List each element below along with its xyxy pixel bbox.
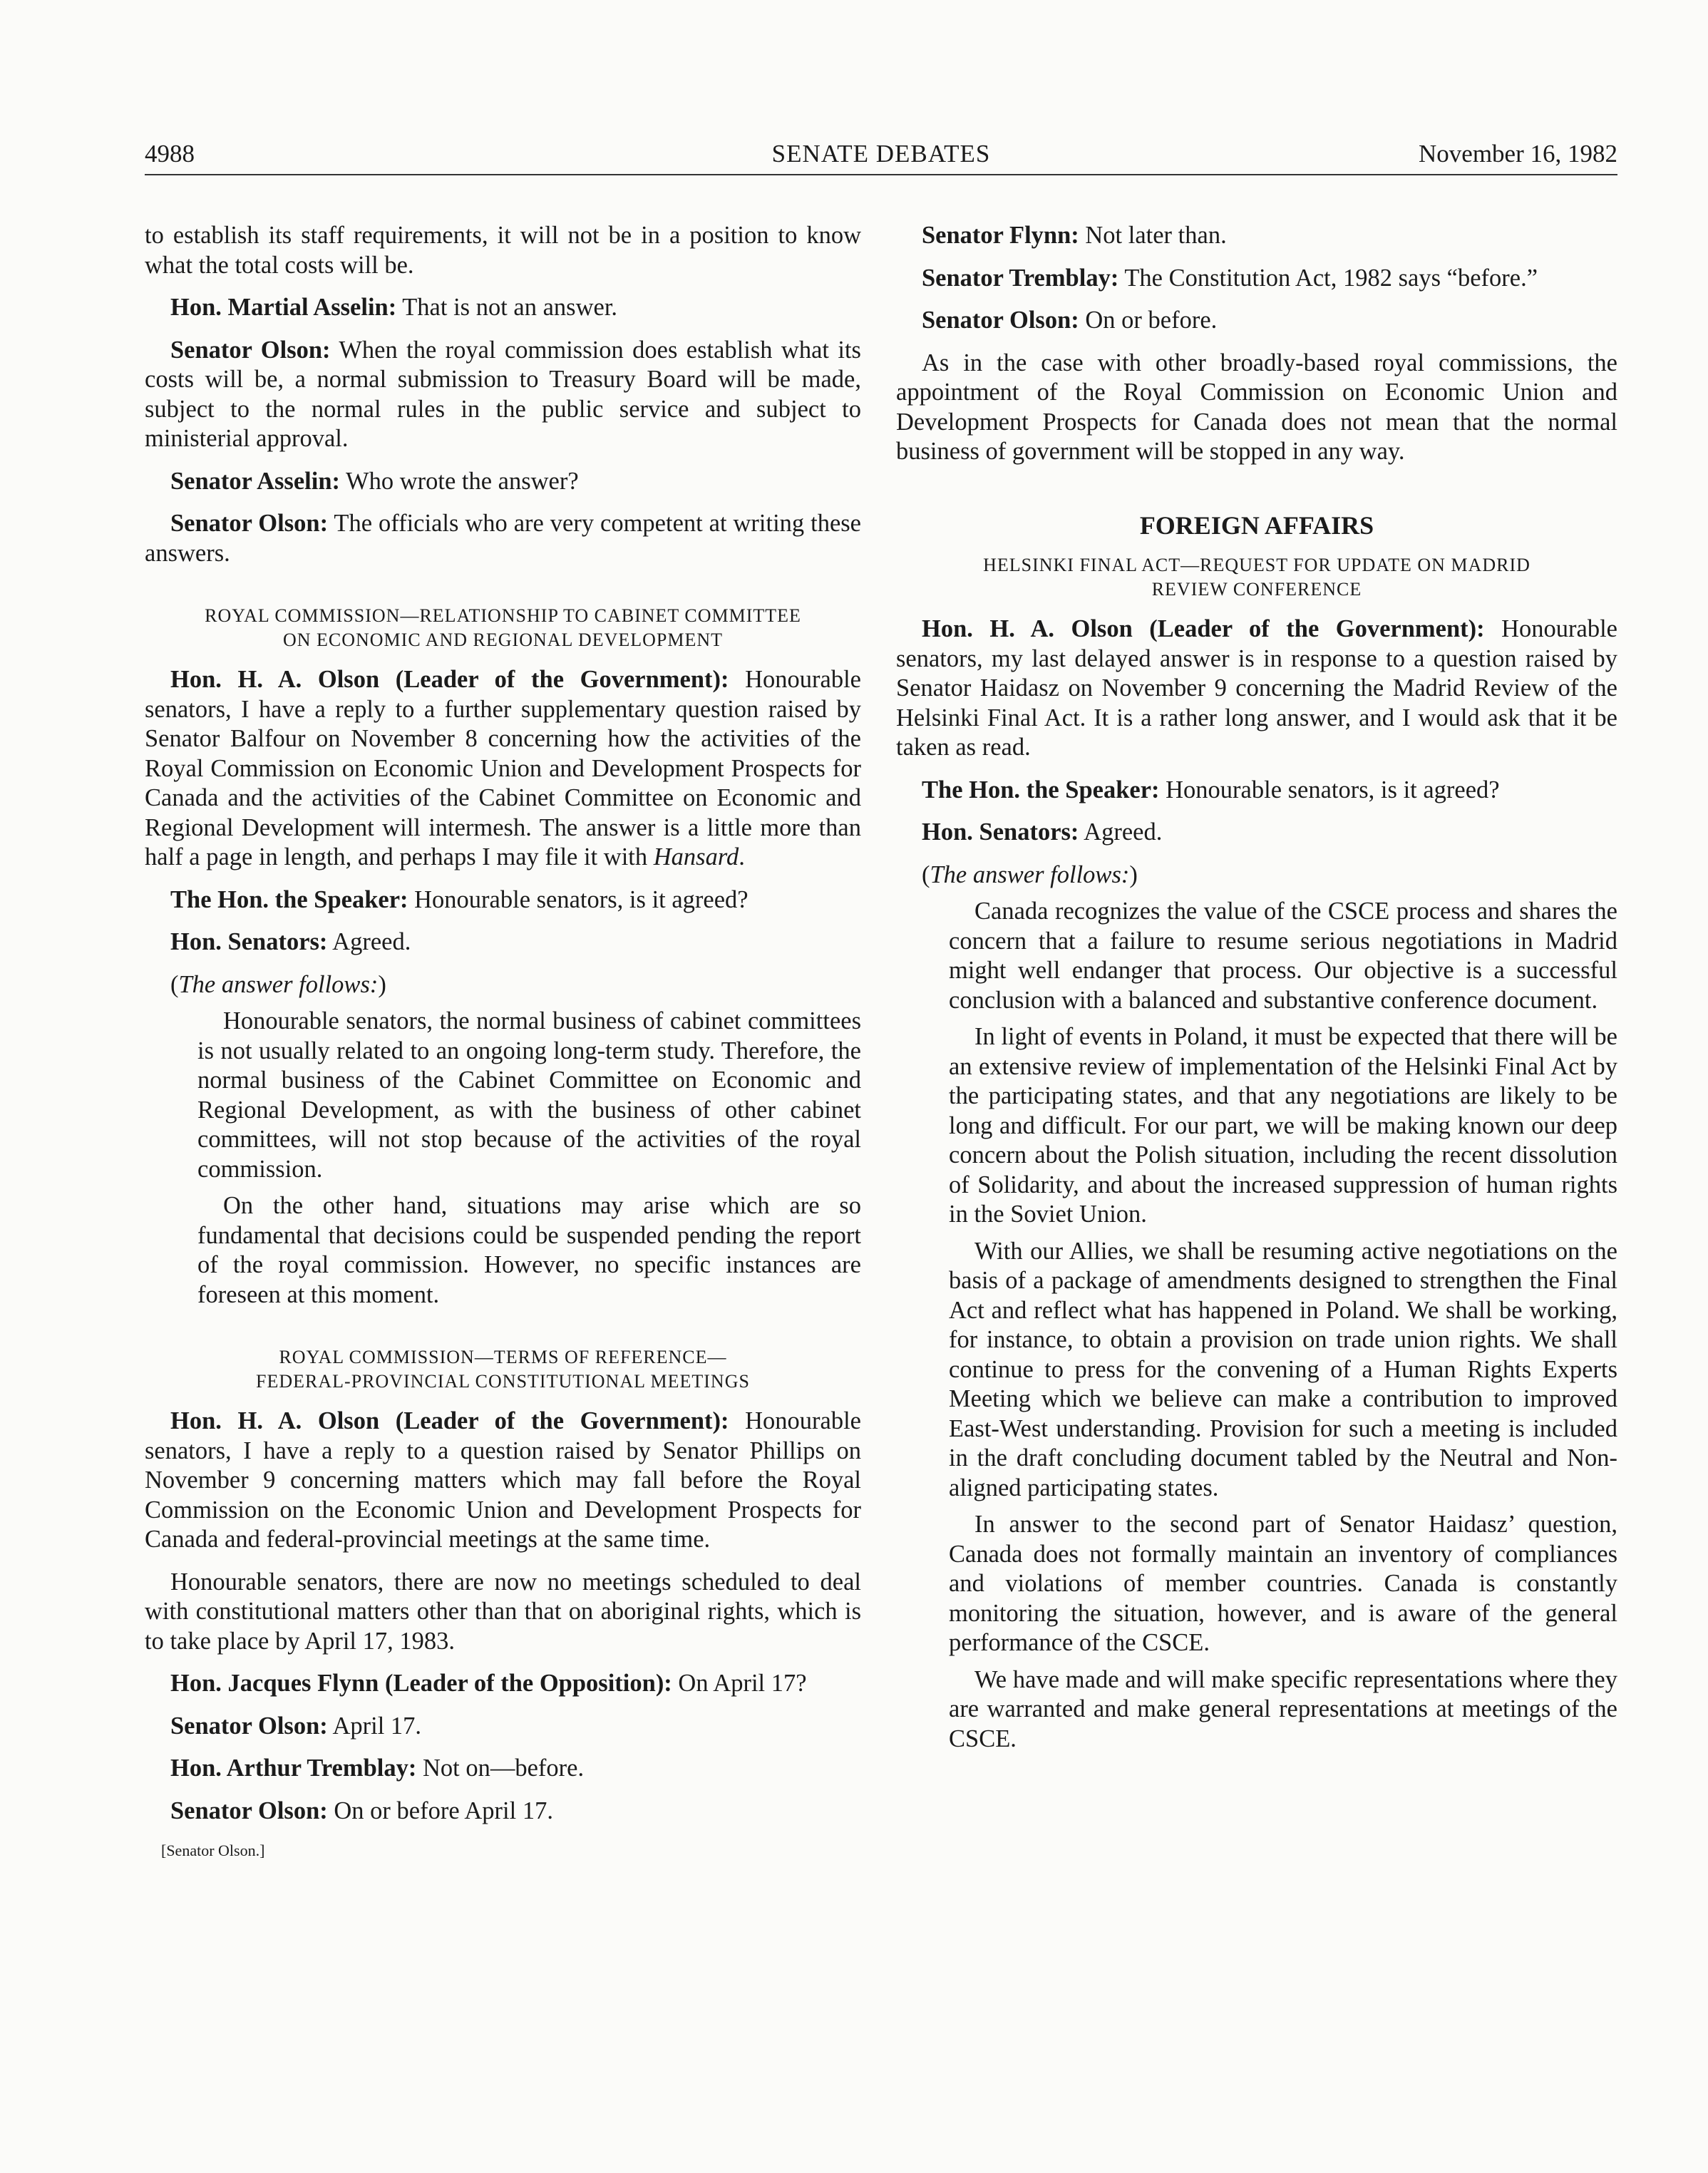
speaker-name: Hon. Jacques Flynn (Leader of the Opposition):: [170, 1670, 672, 1697]
heading-line: REVIEW CONFERENCE: [1151, 579, 1362, 600]
speaker-name: The Hon. the Speaker:: [170, 885, 408, 913]
heading-line: ON ECONOMIC AND REGIONAL DEVELOPMENT: [282, 630, 724, 650]
speech-text: On or before.: [1079, 307, 1218, 334]
paragraph: to establish its staff requirements, it will not be in a position to know what the total costs will be.: [145, 222, 861, 279]
paragraph: [145, 885, 861, 915]
speech-text: Honourable senators, my last delayed answer is in response to a question raised by Senator Haidasz on November 9 concerning the Madrid Review of the Helsinki Final Act. It is a rather long answer, and I would ask that it be taken as read.: [896, 615, 1617, 761]
paragraph: [145, 665, 861, 873]
speaker-footnote: [Senator Olson.]: [161, 1841, 265, 1859]
speaker-name: Senator Asselin:: [170, 467, 341, 495]
paragraph: [896, 264, 1617, 294]
speaker-name: Senator Olson:: [170, 1797, 328, 1824]
speaker-name: Senator Olson:: [922, 307, 1079, 334]
speaker-name: Senator Tremblay:: [922, 264, 1119, 292]
paragraph: [896, 221, 1617, 251]
speaker-name: Hon. Arthur Tremblay:: [170, 1755, 417, 1782]
paragraph: In answer to the second part of Senator Haidasz’ question, Canada does not formally maintain an inventory of compliances and violations of member countries. Canada is constantly monitoring the situation, however, and is aware of the general performance of the CSCE.: [949, 1511, 1617, 1656]
paragraph: [896, 861, 1617, 890]
paragraph: [145, 293, 861, 323]
paragraph: [145, 336, 861, 454]
paragraph: [145, 1754, 861, 1784]
speaker-name: Senator Olson:: [170, 510, 329, 537]
speech-text: That is not an answer.: [396, 294, 618, 321]
speaker-name: Hon. H. A. Olson (Leader of the Government):: [922, 615, 1485, 642]
paren: ): [378, 970, 386, 998]
paragraph: [145, 1669, 861, 1699]
speaker-name: Hon. Martial Asselin:: [170, 294, 397, 321]
section-title: FOREIGN AFFAIRS: [1139, 510, 1374, 540]
paragraph: Honourable senators, the normal business of cabinet committees is not usually related to an ongoing long-term study. Therefore, the normal business of the Cabinet Committee on Economic and Regional Development, as with the business of other cabinet committees, will not stop because of the activities of the royal commission.: [197, 1007, 861, 1183]
subsection-heading: [896, 553, 1617, 602]
heading-line: FEDERAL-PROVINCIAL CONSTITUTIONAL MEETINGS: [256, 1371, 750, 1392]
subsection-heading: [145, 1345, 861, 1394]
paragraph: [145, 1712, 861, 1742]
quoted-answer: [896, 897, 1617, 1754]
right-column: [896, 221, 1617, 1761]
speech-text: Not on—before.: [416, 1755, 585, 1782]
speech-text: Agreed.: [1079, 818, 1163, 846]
speech-text: .: [739, 843, 745, 870]
speech-text: Honourable senators, I have a reply to a further supplementary question raised by Senator Balfour on November 8 concerning how the activities of the Royal Commission on Economic Union and Development Prospects for Canada and the activities of the Cabinet Committee on Economic and Regional Development will intermesh. The answer is a little more than half a page in length, and perhaps I may file it with: [145, 666, 861, 870]
paragraph: [145, 467, 861, 497]
page-header: [145, 137, 1617, 175]
running-title: SENATE DEBATES: [771, 140, 991, 168]
heading-line: HELSINKI FINAL ACT—REQUEST FOR UPDATE ON MADRID: [983, 555, 1530, 575]
speech-text: Honourable senators, is it agreed?: [1159, 776, 1500, 803]
speaker-name: Senator Flynn:: [922, 222, 1079, 249]
paren: ): [1129, 861, 1138, 888]
speech-text: Who wrote the answer?: [340, 467, 579, 495]
speaker-name: Hon. H. A. Olson (Leader of the Government):: [170, 666, 729, 693]
paren: (: [922, 861, 930, 888]
paragraph: [145, 1407, 861, 1555]
speaker-name: The Hon. the Speaker:: [922, 776, 1160, 803]
speech-text: Agreed.: [327, 928, 411, 955]
subsection-heading: [145, 604, 861, 652]
paragraph: Honourable senators, there are now no meetings scheduled to deal with constitutional matters other than that on aboriginal rights, which is to take place by April 17, 1983.: [145, 1568, 861, 1655]
speaker-name: Hon. Senators:: [922, 818, 1079, 846]
heading-line: ROYAL COMMISSION—TERMS OF REFERENCE—: [279, 1347, 727, 1367]
paragraph: With our Allies, we shall be resuming active negotiations on the basis of a package of amendments designed to strengthen the Final Act and reflect what has happened in Poland. We shall be working, for instance, to obtain a provision on trade union rights. We shall continue to press for the convening of a Human Rights Experts Meeting which we believe can make a contribution to improved East-West understanding. Provision for such a meeting is included in the draft concluding document tabled by the Neutral and Non-aligned participating states.: [949, 1237, 1617, 1501]
speech-text: On or before April 17.: [327, 1797, 553, 1824]
paragraph: [896, 615, 1617, 763]
speaker-name: Senator Olson:: [170, 1712, 328, 1740]
paragraph: [145, 970, 861, 1000]
paragraph: [145, 1797, 861, 1827]
speech-text: On April 17?: [672, 1670, 807, 1697]
paragraph: We have made and will make specific representations where they are warranted and make general representations at meetings of the CSCE.: [949, 1665, 1617, 1752]
italic-text: Hansard: [653, 843, 739, 870]
speech-text: When the royal commission does establish what its costs will be, a normal submission to Treasury Board will be made, subject to the normal rules in the public service and subject to ministerial approval.: [145, 336, 861, 452]
paragraph: Canada recognizes the value of the CSCE process and shares the concern that a failure to resume serious negotiations in Madrid might well endanger that process. Our objective is a successful conclusion with a balanced and substantive conference document.: [949, 898, 1617, 1014]
page-date: November 16, 1982: [1419, 140, 1617, 168]
paren: (: [170, 970, 179, 998]
speech-text: Honourable senators, is it agreed?: [408, 885, 748, 913]
paragraph: [145, 509, 861, 568]
quoted-answer: [145, 1007, 861, 1310]
italic-text: The answer follows:: [930, 861, 1130, 888]
speech-text: Honourable senators, I have a reply to a question raised by Senator Phillips on November 9 concerning matters which may fall before the Royal Commission on the Economic Union and Development Prospects for Canada and federal-provincial meetings at the same time.: [145, 1407, 861, 1553]
speech-text: Not later than.: [1079, 222, 1227, 249]
page-number: 4988: [145, 140, 195, 168]
paragraph: [145, 928, 861, 957]
speaker-name: Senator Olson:: [170, 336, 331, 364]
paragraph: [896, 306, 1617, 336]
speaker-name: Hon. Senators:: [170, 928, 328, 955]
paragraph: On the other hand, situations may arise which are so fundamental that decisions could be suspended pending the report of the royal commission. However, no specific instances are foreseen at this moment.: [197, 1192, 861, 1308]
speaker-name: Hon. H. A. Olson (Leader of the Government):: [170, 1407, 729, 1434]
heading-line: ROYAL COMMISSION—RELATIONSHIP TO CABINET COMMITTEE: [205, 605, 801, 626]
paragraph: [896, 776, 1617, 806]
left-column: [145, 221, 861, 1866]
speech-text: The officials who are very competent at writing these answers.: [145, 510, 861, 567]
italic-text: The answer follows:: [178, 970, 379, 998]
paragraph: In light of events in Poland, it must be expected that there will be an extensive review of implementation of the Helsinki Final Act by the participating states, and that any negotiations are likely to be long and difficult. For our part, we will be making known our deep concern about the Polish situation, including the recent dissolution of Solidarity, and about the increased suppression of human rights in the Soviet Union.: [949, 1023, 1617, 1228]
paragraph: [896, 818, 1617, 848]
speech-text: The Constitution Act, 1982 says “before.”: [1118, 264, 1538, 292]
speech-text: April 17.: [327, 1712, 422, 1740]
paragraph: As in the case with other broadly-based royal commissions, the appointment of the Royal Commission on Economic Union and Development Prospects for Canada does not mean that the normal business of government will be stopped in any way.: [896, 349, 1617, 465]
